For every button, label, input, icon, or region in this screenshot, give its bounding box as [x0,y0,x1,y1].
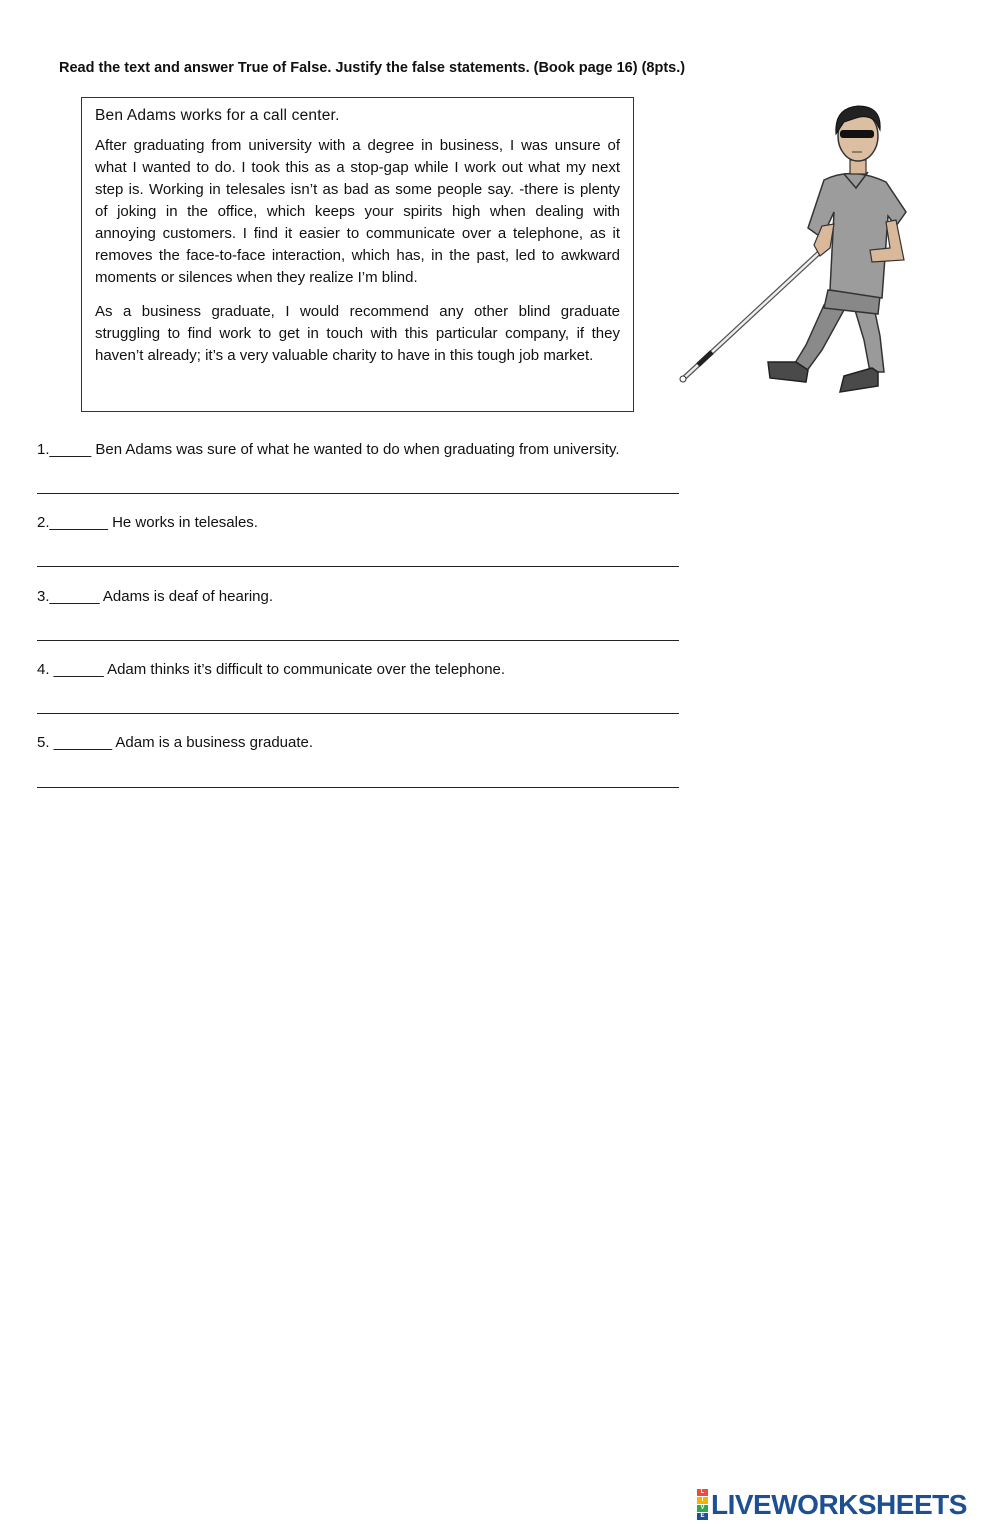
reading-text-box [81,97,634,412]
liveworksheets-logo-icon [697,1489,708,1521]
logo-letter-l: L [697,1489,708,1496]
logo-letter-e: E [697,1513,708,1520]
question-4: 4. ______ Adam thinks it’s difficult to communicate over the telephone. [37,661,506,678]
question-2: 2._______ He works in telesales. [37,514,258,531]
answer-line-2[interactable] [37,566,679,567]
blind-man-with-cane-illustration [674,100,914,400]
liveworksheets-logo-text: LIVEWORKSHEETS [711,1489,967,1520]
answer-line-4[interactable] [37,713,679,714]
liveworksheets-logo [697,1489,967,1521]
answer-line-5[interactable] [37,787,679,788]
logo-letter-v: V [697,1505,708,1512]
reading-paragraph-2: As a business graduate, I would recommend any other blind graduate struggling to find work to get in touch with this particular company, if they haven’t already; it’s a very valuable charity to have in this tough job market. [95,303,620,364]
instructions: Read the text and answer True of False. Justify the false statements. (Book page 16) (8pts.) [59,60,686,76]
logo-letter-i: I [697,1497,708,1504]
reading-paragraph-1: After graduating from university with a degree in business, I was unsure of what I wanted to do. I took this as a stop-gap while I work out what my next step is. Working in telesales isn’t as bad as some people say. -there is plenty of joking in the office, which keeps your spirits high when dealing with annoying customers. I find it easier to communicate over a telephone, as it removes the face-to-face interaction, which has, in the past, led to awkward moments or silences when they realize I’m blind. [95,137,620,286]
question-1: 1._____ Ben Adams was sure of what he wanted to do when graduating from university. [37,441,620,458]
question-3: 3.______ Adams is deaf of hearing. [37,588,274,605]
answer-line-1[interactable] [37,493,679,494]
reading-title: Ben Adams works for a call center. [95,107,340,124]
answer-line-3[interactable] [37,640,679,641]
question-5: 5. _______ Adam is a business graduate. [37,734,314,751]
